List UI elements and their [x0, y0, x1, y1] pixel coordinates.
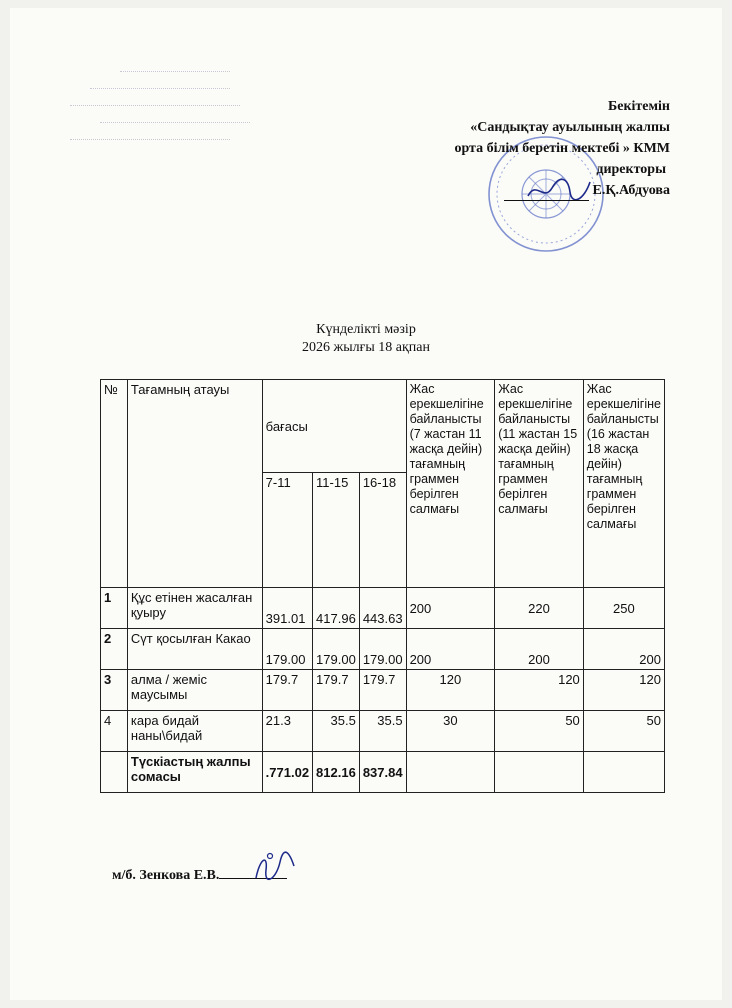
- subheader-price-7-11: 7-11: [262, 473, 312, 588]
- approval-role: директоры: [596, 162, 666, 177]
- total-weight-7-11: [406, 752, 495, 793]
- row-no: 1: [101, 588, 128, 629]
- row-weight-11-15: 50: [495, 711, 584, 752]
- table-header-row: [101, 380, 665, 473]
- table-row: [101, 670, 665, 711]
- total-label: Түскіастың жалпы сомасы: [127, 752, 262, 793]
- approval-block: [370, 96, 670, 201]
- total-no: [101, 752, 128, 793]
- table-row: [101, 629, 665, 670]
- header-no: №: [101, 380, 128, 588]
- row-price-16-18: 35.5: [359, 711, 406, 752]
- total-price-7-11: .771.02: [262, 752, 312, 793]
- table-total-row: [101, 752, 665, 793]
- approval-director: Е.Қ.Абдуова: [592, 183, 670, 198]
- row-no: 4: [101, 711, 128, 752]
- row-weight-11-15: 220: [495, 588, 584, 629]
- header-age-7-11: Жас ерекшелігіне байланысты (7 жастан 11 жасқа дейін) тағамның граммен берілген салмағы: [406, 380, 495, 588]
- row-price-7-11: 179.7: [262, 670, 312, 711]
- row-name: Сүт қосылған Какао: [127, 629, 262, 670]
- header-price: бағасы: [262, 380, 406, 473]
- page-title: Күнделікті мәзір: [316, 322, 416, 337]
- total-price-16-18: 837.84: [359, 752, 406, 793]
- responsible-signature: [250, 850, 300, 884]
- row-price-7-11: 179.00: [262, 629, 312, 670]
- total-weight-11-15: [495, 752, 584, 793]
- row-weight-7-11: 30: [406, 711, 495, 752]
- row-weight-7-11: 200: [406, 629, 495, 670]
- total-price-11-15: 812.16: [313, 752, 360, 793]
- row-name: кара бидай наны\бидай: [127, 711, 262, 752]
- row-weight-11-15: 200: [495, 629, 584, 670]
- bleed-through-text: [60, 55, 260, 140]
- row-weight-7-11: 120: [406, 670, 495, 711]
- subheader-price-11-15: 11-15: [313, 473, 360, 588]
- row-weight-16-18: 120: [583, 670, 664, 711]
- row-price-11-15: 35.5: [313, 711, 360, 752]
- approval-org-line2: орта білім беретін мектебі » КММ: [454, 141, 670, 156]
- approval-director-line: [370, 180, 670, 201]
- row-weight-16-18: 200: [583, 629, 664, 670]
- header-name: Тағамның атауы: [127, 380, 262, 588]
- responsible-label: м/б. Зенкова Е.В.: [112, 868, 220, 883]
- header-age-11-15: Жас ерекшелігіне байланысты (11 жастан 15 жасқа дейін) тағамның граммен берілген салмағы: [495, 380, 584, 588]
- row-price-7-11: 21.3: [262, 711, 312, 752]
- row-price-16-18: 443.63: [359, 588, 406, 629]
- table-row: [101, 588, 665, 629]
- row-price-11-15: 179.7: [313, 670, 360, 711]
- row-weight-7-11: 200: [406, 588, 495, 629]
- total-weight-16-18: [583, 752, 664, 793]
- page-date: 2026 жылғы 18 ақпан: [302, 340, 430, 355]
- row-no: 2: [101, 629, 128, 670]
- approval-org-line1: «Сандықтау ауылының жалпы: [470, 120, 670, 135]
- table-row: [101, 711, 665, 752]
- subheader-price-16-18: 16-18: [359, 473, 406, 588]
- row-weight-11-15: 120: [495, 670, 584, 711]
- row-price-11-15: 417.96: [313, 588, 360, 629]
- row-no: 3: [101, 670, 128, 711]
- row-weight-16-18: 50: [583, 711, 664, 752]
- header-age-16-18: Жас ерекшелігіне байланысты (16 жастан 18 жасқа дейін) тағамның граммен берілген салмағы: [583, 380, 664, 588]
- row-price-11-15: 179.00: [313, 629, 360, 670]
- row-price-16-18: 179.00: [359, 629, 406, 670]
- row-weight-16-18: 250: [583, 588, 664, 629]
- menu-table: [100, 379, 665, 793]
- row-price-16-18: 179.7: [359, 670, 406, 711]
- approval-heading: Бекітемін: [607, 99, 670, 114]
- row-name: алма / жеміс маусымы: [127, 670, 262, 711]
- row-price-7-11: 391.01: [262, 588, 312, 629]
- row-name: Құс етінен жасалған қуыру: [127, 588, 262, 629]
